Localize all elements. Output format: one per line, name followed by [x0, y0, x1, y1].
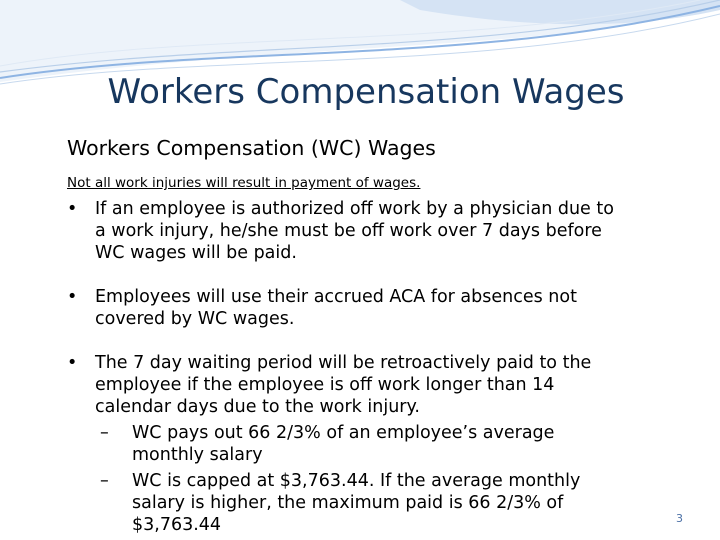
bullet-dot-icon: •	[67, 287, 78, 307]
dash-icon: –	[100, 423, 109, 443]
intro-text: Not all work injuries will result in payment of wages.	[67, 175, 421, 191]
sub-bullet-text: WC pays out 66 2/3% of an employee’s average monthly salary	[132, 423, 555, 465]
dash-icon: –	[100, 471, 109, 491]
slide-title: Workers Compensation Wages	[107, 72, 625, 112]
page-number: 3	[676, 512, 683, 525]
section-subheading: Workers Compensation (WC) Wages	[67, 136, 436, 160]
bullet-dot-icon: •	[67, 353, 78, 373]
bullet-text: Employees will use their accrued ACA for absences not covered by WC wages.	[95, 287, 577, 329]
bullet-dot-icon: •	[67, 199, 78, 219]
bullet-text: The 7 day waiting period will be retroactively paid to the employee if the employee is off work longer than 14 calendar days due to the work injury.	[95, 353, 592, 417]
sub-bullet-text: WC is capped at $3,763.44. If the average monthly salary is higher, the maximum paid is 66 2/3% of $3,763.44	[132, 471, 581, 535]
bullet-text: If an employee is authorized off work by a physician due to a work injury, he/she must be off work over 7 days before WC wages will be paid.	[95, 199, 614, 263]
